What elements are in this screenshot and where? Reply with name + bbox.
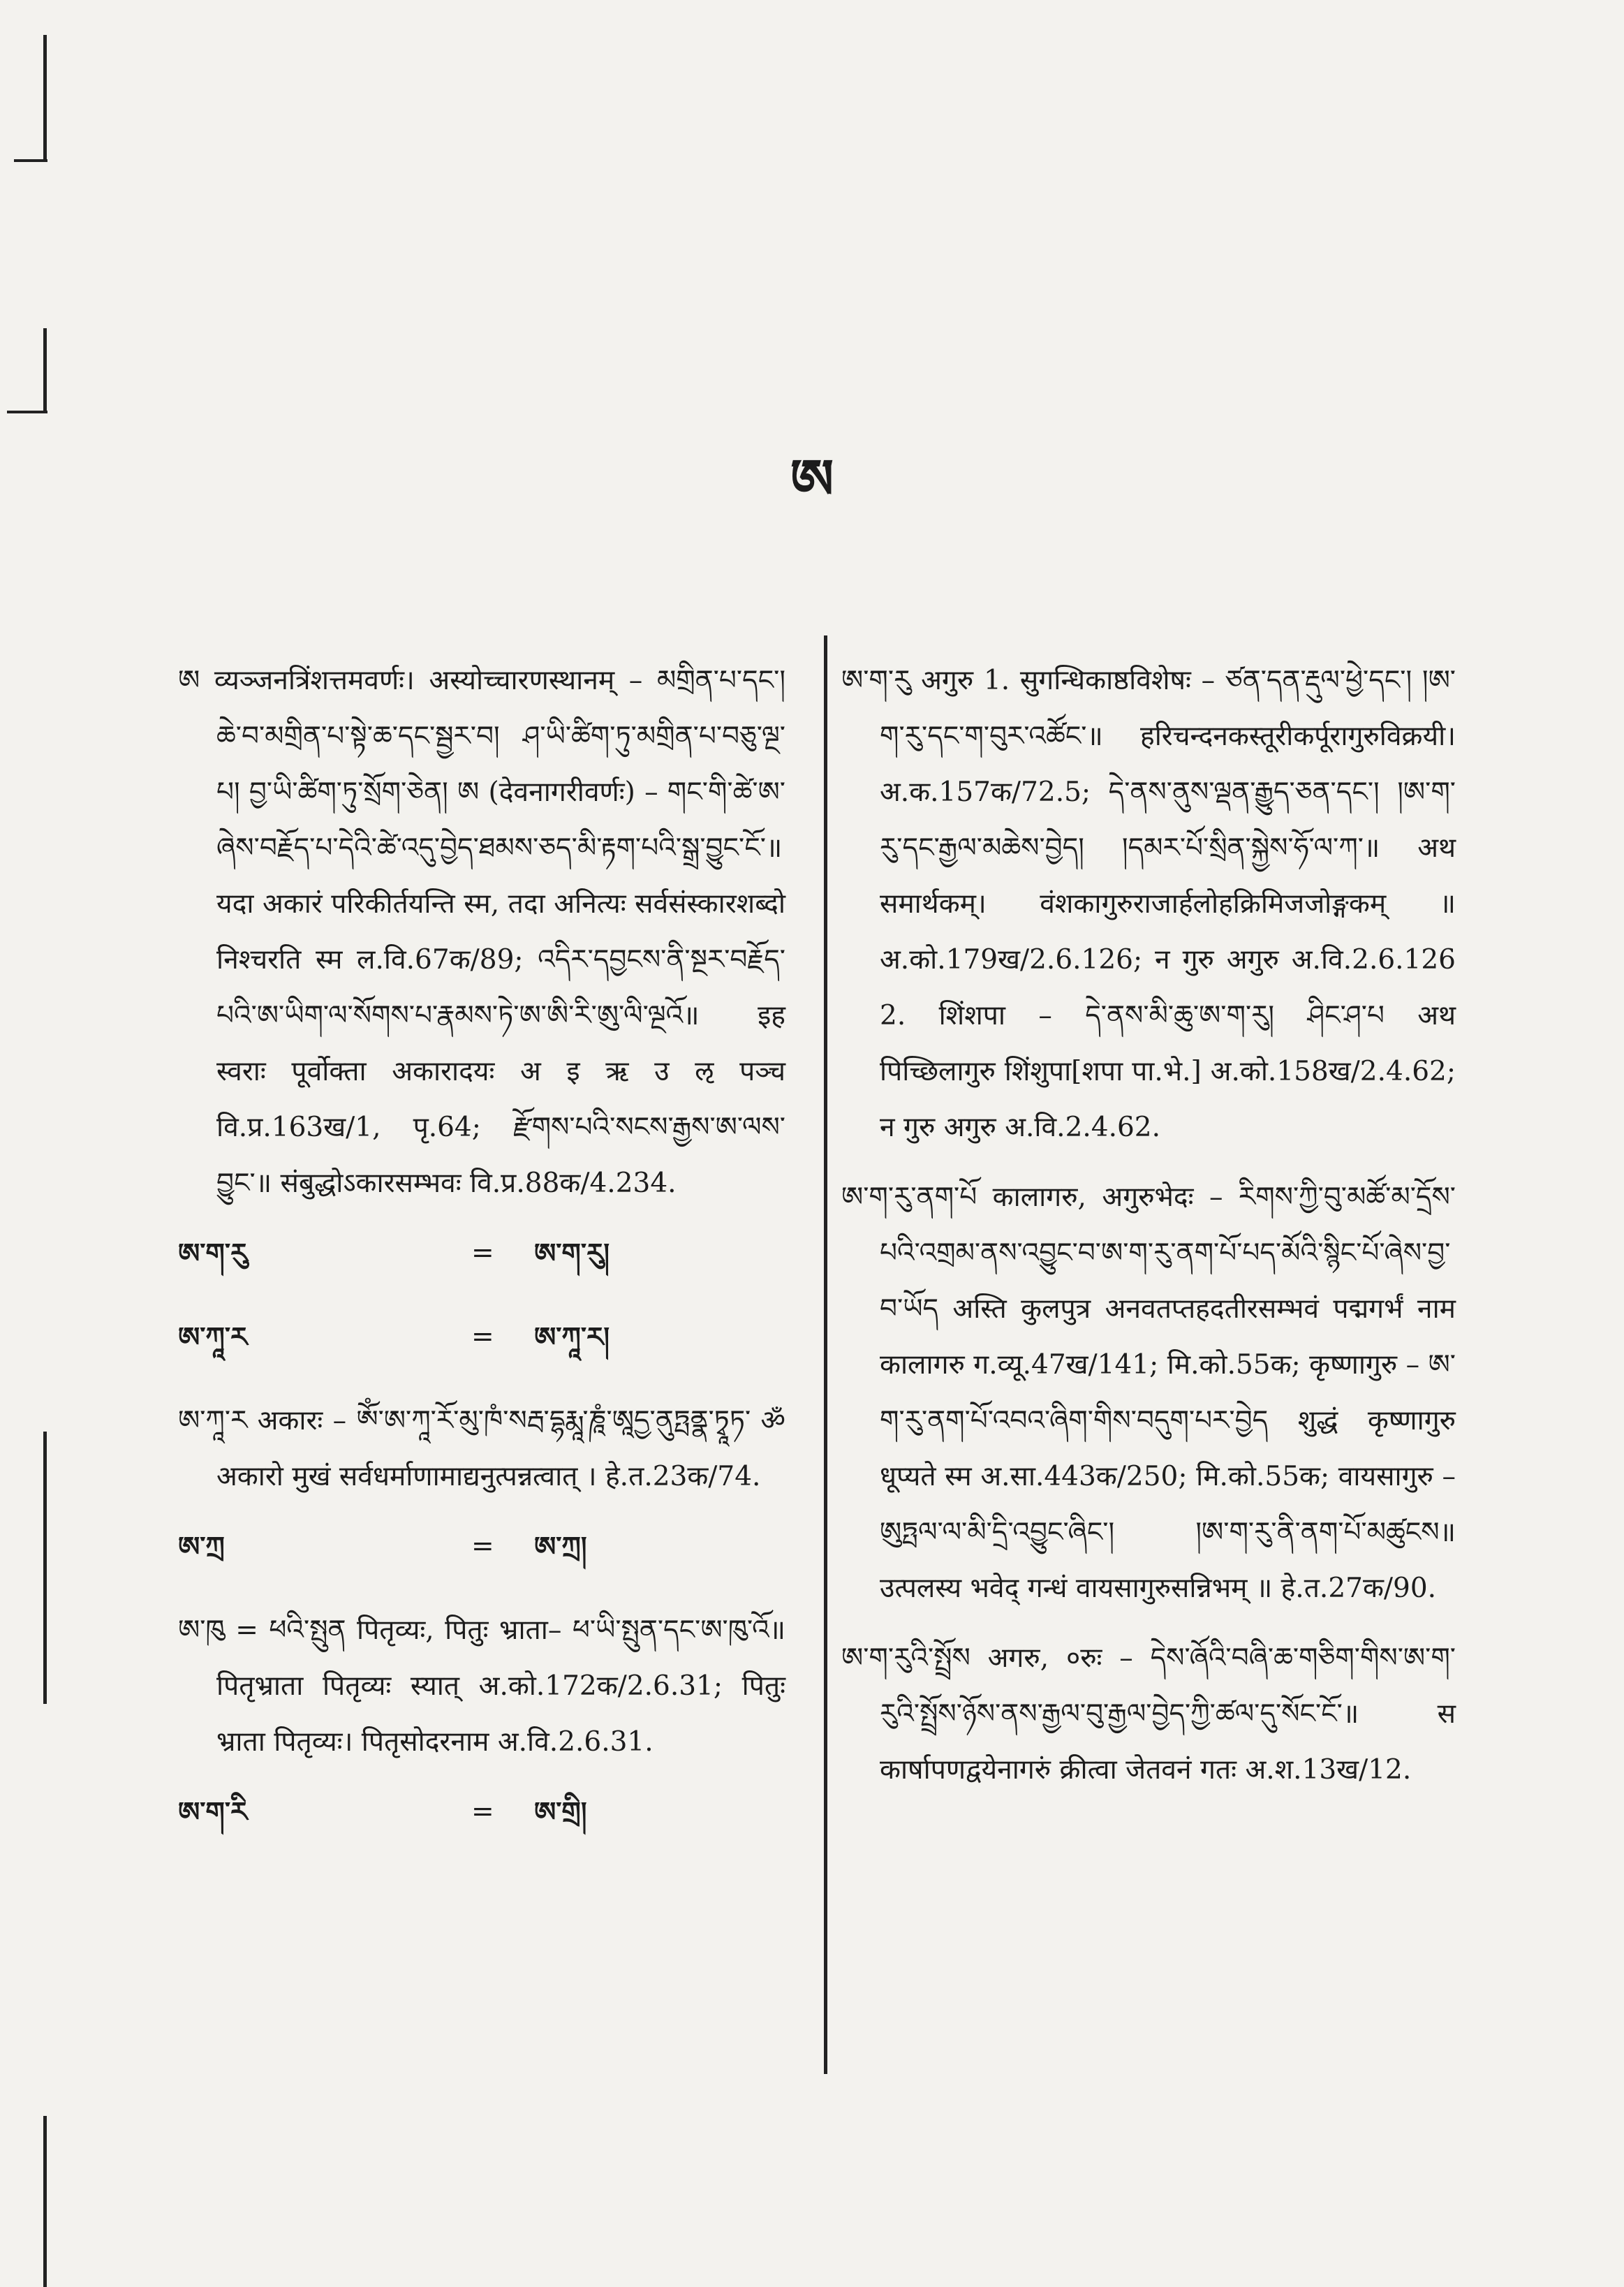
xref-equals: =: [471, 1796, 494, 1828]
left-column: [178, 653, 785, 1868]
left-margin-rule-lower: [43, 1432, 47, 1704]
right-column: [841, 653, 1456, 1812]
dictionary-entry: ཨ व्यञ्जनत्रिंशत्तमवर्णः। अस्योच्चारणस्थानम् – མགྲིན་པ་དང་། ཆེ་བ་མགྲིན་པ་སྟེ་ཆ་དང་སྦྱར་བ། ཤ་ཡི་ཚིག་ཏུ་མགྲིན་པ་བཅུ་ལྔ་པ། བྱ་ཡི་ཚིག་ཏུ་སྲོག་ཅེན། ཨ (देवनागरीवर्णः) – གང་གི་ཚེ་ཨ་ཞེས་བརྗོད་པ་དེའི་ཚེ་འདུ་བྱེད་ཐམས་ཅད་མི་རྟག་པའི་སྒྲ་བྱུང་ངོ་॥ यदा अकारं परिकीर्तयन्ति स्म, तदा अनित्यः सर्वसंस्कारशब्दो निश्चरति स्म ल.वि.67क/89; འདིར་དབྱངས་ནི་སྔར་བརྗོད་པའི་ཨ་ཡིག་ལ་སོགས་པ་རྣམས་ཏེ་ཨ་ཨི་རི་ཨུ་ལི་ལྔའོ॥ इह स्वराः पूर्वोक्ता अकारादयः अ इ ऋ उ ऌ पञ्च वि.प्र.163ख/1, पृ.64; རྫོགས་པའི་སངས་རྒྱས་ཨ་ལས་བྱུང་॥ संबुद्धोऽकारसम्भवः वि.प्र.88क/4.234.: [178, 665, 785, 1199]
dictionary-entry: ཨ་ཀཱ་ར अकारः – ཨོཾ་ཨ་ཀཱ་རོ་མུ་ཁཾ་སརྦ་དྷརྨཱ་ཎཱཾ་ཨཱདྱ་ནུཏྤནྣ་ཏྭཱཏ་ ॐ अकारो मुखं सर्वधर्माणामाद्यनुत्पन्नत्वात् । हे.त.23क/74.: [178, 1405, 785, 1492]
xref-target: ཨ་གྲི།: [534, 1796, 587, 1828]
xref-equals: =: [471, 1531, 494, 1562]
left-margin-rule-top: [43, 35, 47, 161]
xref-target: ཨ་ཀྲ།: [534, 1531, 587, 1563]
dictionary-entry: ཨ་ག་རུའི་སྤྲོས अगरु, ०रुः – དེས་ཞོའི་བཞི་ཆ་གཅིག་གིས་ཨ་ག་རུའི་སྤྲོས་ཉོས་ནས་རྒྱལ་བུ་རྒྱལ་བྱེད་ཀྱི་ཚལ་དུ་སོང་ངོ་॥ स कार्षापणद्वयेनागरुं क्रीत्वा जेतवनं गतः अ.श.13ख/12.: [841, 1642, 1456, 1786]
left-margin-rule-mid: [43, 328, 47, 412]
xref-headword: ཨ་ཀཱ་ར: [178, 1321, 248, 1353]
xref-headword: ཨ་ག་རུ: [178, 1237, 248, 1270]
dictionary-entry: ཨ་ཁུ = ཕའི་སྤུན पितृव्यः, पितुः भ्राता– ཕ་ཡི་སྤུན་དང་ཨ་ཁུ་འོ॥ पितृभ्राता पितृव्यः स्यात् अ.को.172क/2.6.31; पितुः भ्राता पितृव्यः। पितृसोदरनाम अ.वि.2.6.31.: [178, 1615, 785, 1758]
xref-equals: =: [471, 1321, 494, 1353]
page-heading-letter: ཨ: [790, 448, 834, 511]
xref-target: ཨ་ཀཱ་ར།: [534, 1321, 610, 1353]
margin-tick: [14, 159, 47, 162]
xref-target: ཨ་ག་རུ།: [534, 1237, 610, 1270]
xref-headword: ཨ་ག་རི: [178, 1796, 248, 1828]
cross-reference-row: [178, 1226, 785, 1281]
margin-tick: [7, 411, 47, 413]
cross-reference-row: [178, 1784, 785, 1840]
dictionary-entry: ཨ་ག་རུ अगुरु 1. सुगन्धिकाष्ठविशेषः – ཙན་དན་རྡུལ་ཕྱེ་དང་། །ཨ་ག་རུ་དང་ག་བུར་འཚོང་॥ हरिचन्दनकस्तूरीकर्पूरागुरुविक्रयी। अ.क.157क/72.5; དེ་ནས་ནུས་ལྡན་རྒྱུད་ཅན་དང་། །ཨ་ག་རུ་དང་རྒྱལ་མཆེས་བྱེད། །དམར་པོ་སྲིན་སྐྱེས་ཧོ་ལ་ཀ་॥ अथ समार्थकम्। वंशकागुरुराजार्हलोहक्रिमिजजोङ्गकम् ॥ अ.को.179ख/2.6.126; न गुरु अगुरु अ.वि.2.6.126 2. शिंशपा – དེ་ནས་མི་ཆུ་ཨ་ག་རུ། ཤིང་ཤ་པ अथ पिच्छिलागुरु शिंशुपा[शपा पा.भे.] अ.को.158ख/2.4.62; न गुरु अगुरु अ.वि.2.4.62.: [841, 665, 1456, 1143]
xref-equals: =: [471, 1237, 494, 1269]
cross-reference-row: [178, 1519, 785, 1575]
left-margin-rule-bottom: [43, 2116, 47, 2287]
cross-reference-row: [178, 1309, 785, 1365]
column-divider: [824, 635, 827, 2074]
dictionary-entry: ཨ་ག་རུ་ནག་པོ कालागरु, अगुरुभेदः – རིགས་ཀྱི་བུ་མཚོ་མ་དྲོས་པའི་འགྲམ་ནས་འབྱུང་བ་ཨ་ག་རུ་ནག་པོ་པད་མོའི་སྙིང་པོ་ཞེས་བྱ་བ་ཡོད अस्ति कुलपुत्र अनवतप्तहदतीरसम्भवं पद्मगर्भं नाम कालागरु ग.व्यू.47ख/141; मि.को.55क; कृष्णागुरु – ཨ་ག་རུ་ནག་པོ་འབའ་ཞིག་གིས་བདུག་པར་བྱེད शुद्धं कृष्णागुरु धूप्यते स्म अ.सा.443क/250; मि.को.55क; वायसागुरु – ཨུཏྤལ་ལ་མི་དྲི་འབྱུང་ཞིང་། །ཨ་ག་རུ་ནི་ནག་པོ་མཚུངས॥ उत्पलस्य भवेद् गन्धं वायसागुरुसन्निभम् ॥ हे.त.27क/90.: [841, 1182, 1456, 1604]
xref-headword: ཨ་ཀྲ: [178, 1531, 225, 1563]
